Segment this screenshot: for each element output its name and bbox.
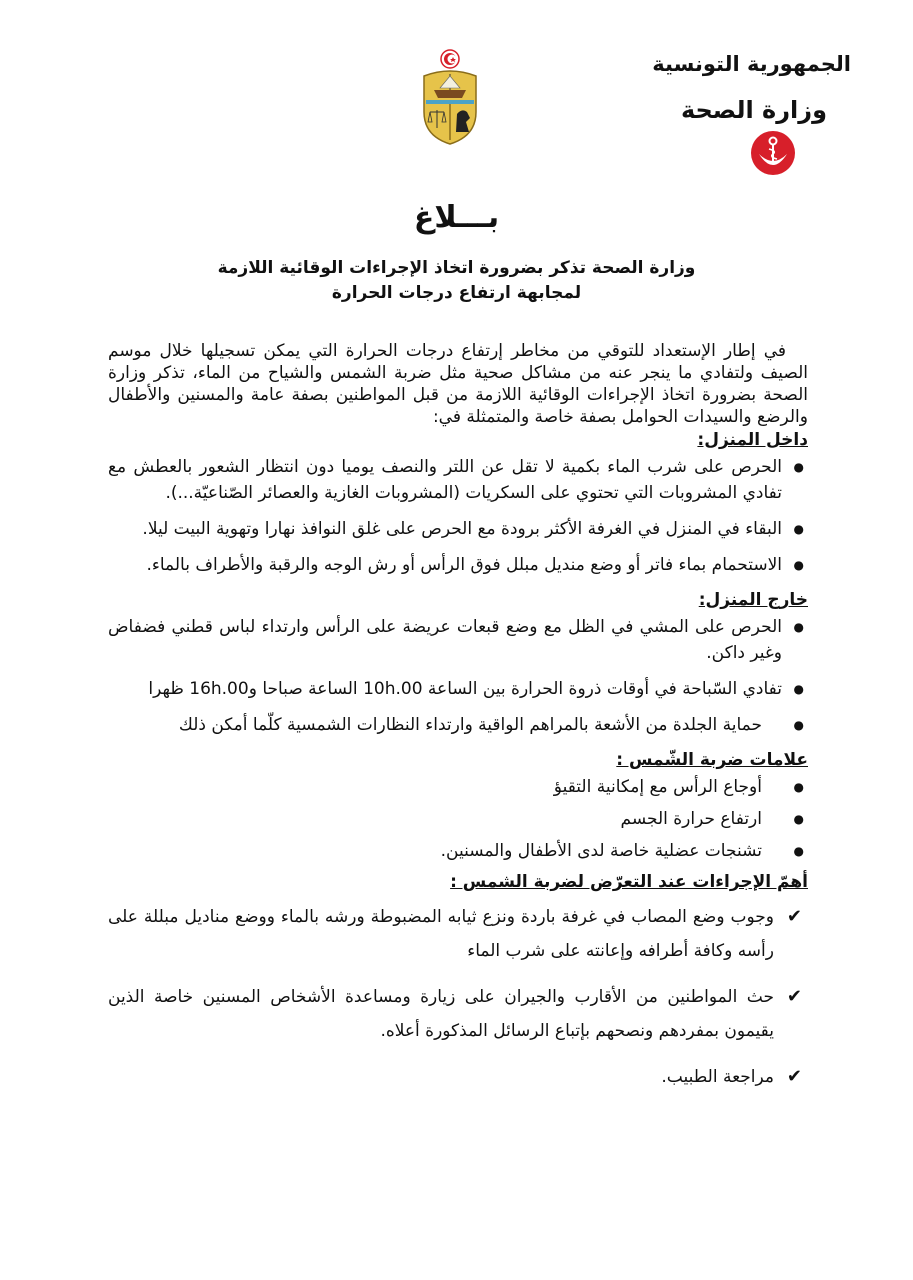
- symptoms-list: [108, 774, 808, 864]
- document-body: [108, 340, 808, 1106]
- list-item: ● تشنجات عضلية خاصة لدى الأطفال والمسنين.: [108, 838, 808, 864]
- tunisia-coat-of-arms-icon: [420, 48, 480, 146]
- ministry-name: وزارة الصحة: [680, 96, 827, 124]
- health-ministry-logo-icon: [750, 130, 796, 176]
- list-item-text: مراجعة الطبيب.: [661, 1067, 774, 1087]
- checkmark-icon: ✔: [786, 906, 802, 927]
- list-item: ● البقاء في المنزل في الغرفة الأكثر برودة مع الحرص على غلق النوافذ نهارا وتهوية البيت ليلا.: [108, 516, 808, 542]
- list-item: ● الاستحمام بماء فاتر أو وضع منديل مبلل فوق الرأس أو رش الوجه والرقبة والأطراف بالماء.: [108, 552, 808, 578]
- list-item: ● ارتفاع حرارة الجسم: [108, 806, 808, 832]
- republic-name: الجمهورية التونسية: [652, 52, 851, 76]
- document-subtitle: [0, 256, 913, 306]
- list-item: ● أوجاع الرأس مع إمكانية التقيؤ: [108, 774, 808, 800]
- list-item-text: حث المواطنين من الأقارب والجيران على زيارة ومساعدة الأشخاص المسنين خاصة الذين يقيمون بمفردهم ونصحهم بإتباع الرسائل المذكورة أعلاه.: [108, 987, 774, 1041]
- heading-inside-home: داخل المنزل:: [697, 430, 808, 450]
- actions-list: [108, 900, 808, 1094]
- checkmark-icon: ✔: [786, 1066, 802, 1087]
- list-item-text: وجوب وضع المصاب في غرفة باردة ونزع ثيابه المضبوطة ورشه بالماء ووضع مناديل مبللة على رأسه وكافة أطرافه وإعانته على شرب الماء: [108, 907, 774, 961]
- heading-sunstroke-symptoms: علامات ضربة الشّمس :: [616, 750, 808, 770]
- heading-sunstroke-actions: أهمّ الإجراءات عند التعرّض لضربة الشمس :: [450, 872, 808, 892]
- list-item: [108, 980, 808, 1048]
- outside-home-list: [108, 614, 808, 738]
- checkmark-icon: ✔: [786, 986, 802, 1007]
- inside-home-list: [108, 454, 808, 578]
- document-title: بـــلاغ: [413, 200, 500, 235]
- list-item: ● حماية الجلدة من الأشعة بالمراهم الواقية وارتداء النظارات الشمسية كلّما أمكن ذلك: [108, 712, 808, 738]
- list-item: [108, 1060, 808, 1094]
- intro-paragraph: في إطار الإستعداد للتوقي من مخاطر إرتفاع درجات الحرارة التي يمكن تسجيلها خلال موسم الصيف ولتفادي ما ينجر عنه من مشاكل صحية مثل ضربة الشمس والشياح من الماء، تذكر وزارة الصحة بضرورة اتخاذ الإجراءات الوقائية اللازمة من قبل المواطنين بصفة عامة والمسنين والأطفال والرضع والسيدات الحوامل بصفة خاصة والمتمثلة في:: [108, 341, 808, 427]
- subtitle-line-1: وزارة الصحة تذكر بضرورة اتخاذ الإجراءات الوقائية اللازمة: [217, 258, 696, 278]
- list-item: ● الحرص على المشي في الظل مع وضع قبعات عريضة على الرأس وارتداء لباس قطني فضفاض وغير داكن.: [108, 614, 808, 666]
- subtitle-line-2: لمجابهة ارتفاع درجات الحرارة: [331, 283, 582, 303]
- list-item: ● الحرص على شرب الماء بكمية لا تقل عن اللتر والنصف يوميا دون انتظار الشعور بالعطش مع تفادي المشروبات التي تحتوي على السكريات (المشروبات الغازية والعصائر الصّناعيّة...).: [108, 454, 808, 506]
- list-item: [108, 900, 808, 968]
- list-item: ● تفادي السّباحة في أوقات ذروة الحرارة بين الساعة 10h.00 الساعة صباحا و16h.00 ظهرا: [108, 676, 808, 702]
- heading-outside-home: خارج المنزل:: [698, 590, 808, 610]
